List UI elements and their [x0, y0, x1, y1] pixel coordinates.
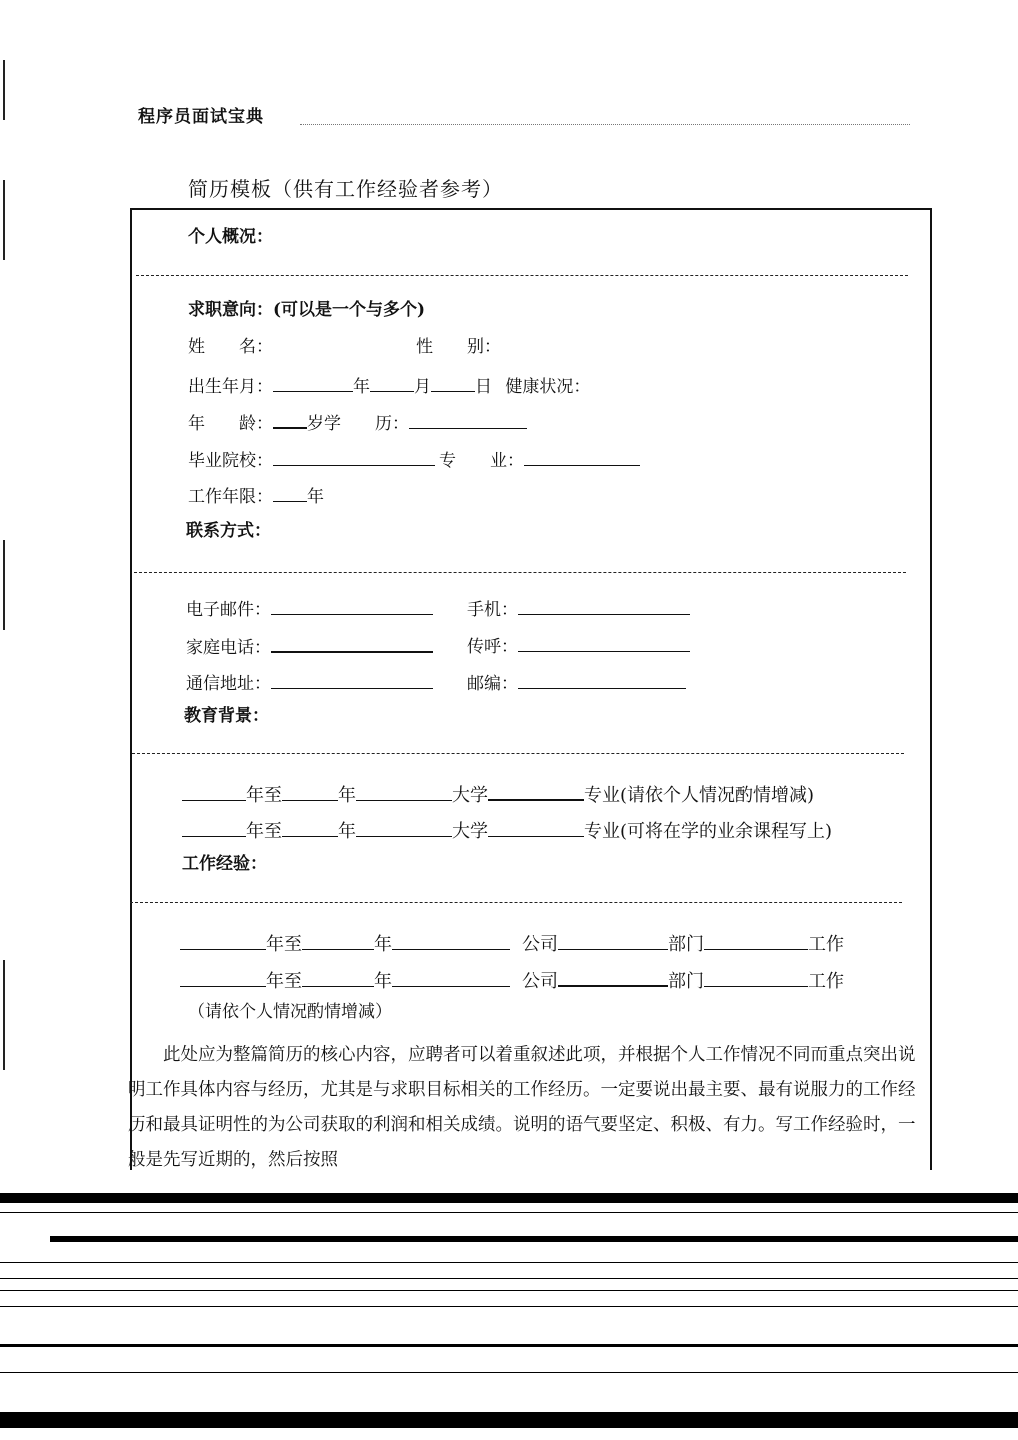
company-field[interactable]: [392, 968, 510, 987]
department-field[interactable]: [558, 931, 668, 950]
book-title-text: 程序员面试宝典: [138, 107, 264, 127]
scan-band: [0, 1193, 1018, 1203]
email-field[interactable]: [271, 596, 433, 615]
birth-month-field[interactable]: [370, 373, 414, 392]
job-field[interactable]: [704, 968, 808, 987]
scan-line: [0, 1306, 1018, 1307]
month-unit: 月: [414, 377, 431, 397]
job-label: 工作: [808, 971, 844, 992]
edu-university-field[interactable]: [356, 818, 452, 837]
education-entry: [182, 818, 832, 843]
scan-band: [50, 1236, 1018, 1242]
book-title: [138, 102, 264, 127]
major-label: 专 业：: [439, 451, 524, 471]
divider: [136, 275, 908, 276]
edu-start-year-field[interactable]: [182, 782, 246, 801]
edu-major-field[interactable]: [488, 781, 584, 801]
address-label: 通信地址：: [186, 674, 271, 694]
address-field[interactable]: [271, 670, 433, 689]
edu-year-unit: 年: [338, 821, 356, 842]
edu-major-label: 专业: [584, 821, 620, 842]
edu-year-unit: 年: [338, 785, 356, 806]
home-phone-field[interactable]: [271, 633, 433, 653]
scan-line: [0, 1290, 1018, 1291]
edu-year-to: 年至: [246, 821, 282, 842]
divider: [132, 753, 904, 754]
edu-end-year-field[interactable]: [282, 818, 338, 837]
work-year-to: 年至: [266, 934, 302, 955]
scan-edge-mark: [3, 60, 5, 120]
edu-start-year-field[interactable]: [182, 818, 246, 837]
edu-end-year-field[interactable]: [282, 782, 338, 801]
scan-band: [0, 1344, 1018, 1347]
template-title: 简历模板（供有工作经验者参考）: [188, 177, 503, 201]
work-years-unit: 年: [307, 487, 324, 507]
scan-edge-mark: [3, 540, 5, 630]
work-year-unit: 年: [374, 971, 392, 992]
divider: [130, 902, 902, 903]
work-start-year-field[interactable]: [180, 931, 266, 950]
section-personal: 个人概况：: [188, 227, 273, 247]
education-entry: [182, 781, 814, 807]
work-end-year-field[interactable]: [302, 931, 374, 950]
age-unit: 岁: [307, 414, 324, 434]
name-row: [188, 336, 273, 358]
work-end-year-field[interactable]: [302, 968, 374, 987]
birth-label: 出生年月：: [188, 377, 273, 397]
edu-note: (请依个人情况酌情增减): [620, 785, 815, 806]
age-row: [188, 409, 527, 435]
mobile-field[interactable]: [518, 596, 690, 615]
email-row: [186, 596, 433, 621]
mobile-row: [467, 596, 690, 621]
age-field[interactable]: [273, 409, 307, 429]
school-field[interactable]: [273, 447, 435, 466]
department-label: 部门: [668, 971, 704, 992]
year-unit: 年: [353, 377, 370, 397]
pager-label: 传呼：: [467, 637, 518, 657]
edu-university-label: 大学: [452, 821, 488, 842]
email-label: 电子邮件：: [186, 600, 271, 620]
postcode-label: 邮编：: [467, 674, 518, 694]
work-start-year-field[interactable]: [180, 968, 266, 987]
postcode-row: [467, 670, 686, 695]
education-label: 学 历：: [324, 414, 409, 434]
work-years-label: 工作年限：: [188, 487, 273, 507]
edu-note: (可将在学的业余课程写上): [620, 821, 833, 842]
company-label: 公司: [522, 971, 558, 992]
work-entry: [180, 967, 844, 993]
department-field[interactable]: [558, 967, 668, 987]
job-intent: 求职意向：(可以是一个与多个): [188, 300, 426, 320]
birth-year-field[interactable]: [273, 373, 353, 392]
home-phone-label: 家庭电话：: [186, 638, 271, 658]
home-phone-row: [186, 633, 433, 659]
day-unit: 日: [475, 377, 492, 397]
core-paragraph: [128, 1038, 918, 1170]
paragraph-text: 此处应为整篇简历的核心内容，应聘者可以着重叙述此项，并根据个人工作情况不同而重点突出说明工作具体内容与经历，尤其是与求职目标相关的工作经历。一定要说出最主要、最有说服力的工作经历和最具证明性的为公司获取的利润和相关成绩。说明的语气要坚定、积极、有力。写工作经验时，一般是先写近期的，然后按照: [128, 1045, 916, 1170]
scan-edge-mark: [3, 960, 5, 1070]
birth-row: [188, 373, 590, 398]
scan-edge-mark: [3, 180, 5, 260]
scan-line: [0, 1212, 1018, 1213]
mobile-label: 手机：: [467, 600, 518, 620]
section-work: 工作经验：: [182, 854, 267, 874]
health-label: 健康状况：: [505, 377, 591, 397]
scan-band: [0, 1412, 1018, 1428]
postcode-field[interactable]: [518, 670, 686, 689]
section-contact: 联系方式：: [186, 521, 271, 541]
work-years-row: [188, 483, 324, 508]
department-label: 部门: [668, 934, 704, 955]
header-divider: [300, 118, 910, 125]
school-label: 毕业院校：: [188, 451, 273, 471]
section-education: 教育背景：: [184, 706, 269, 726]
work-years-field[interactable]: [273, 483, 307, 502]
gender-row: [416, 336, 501, 358]
work-note: （请依个人情况酌情增减）: [188, 1002, 392, 1022]
company-label: 公司: [522, 934, 558, 955]
job-label: 工作: [808, 934, 844, 955]
work-year-unit: 年: [374, 934, 392, 955]
school-row: [188, 447, 640, 472]
job-field[interactable]: [704, 931, 808, 950]
pager-field[interactable]: [518, 633, 690, 652]
edu-major-label: 专业: [584, 785, 620, 806]
edu-university-label: 大学: [452, 785, 488, 806]
pager-row: [467, 633, 690, 658]
edu-university-field[interactable]: [356, 782, 452, 801]
major-field[interactable]: [524, 447, 640, 466]
work-year-to: 年至: [266, 971, 302, 992]
work-entry: [180, 931, 844, 956]
education-field[interactable]: [409, 410, 527, 429]
scan-line: [0, 1372, 1018, 1373]
birth-day-field[interactable]: [431, 373, 475, 392]
age-label: 年 龄：: [188, 414, 273, 434]
name-label: 姓 名：: [188, 337, 273, 357]
scan-line: [0, 1262, 1018, 1263]
scan-line: [0, 1278, 1018, 1279]
company-field[interactable]: [392, 931, 510, 950]
address-row: [186, 670, 433, 695]
divider: [134, 572, 906, 573]
edu-year-to: 年至: [246, 785, 282, 806]
edu-major-field[interactable]: [488, 818, 584, 837]
gender-label: 性 别：: [416, 337, 501, 357]
